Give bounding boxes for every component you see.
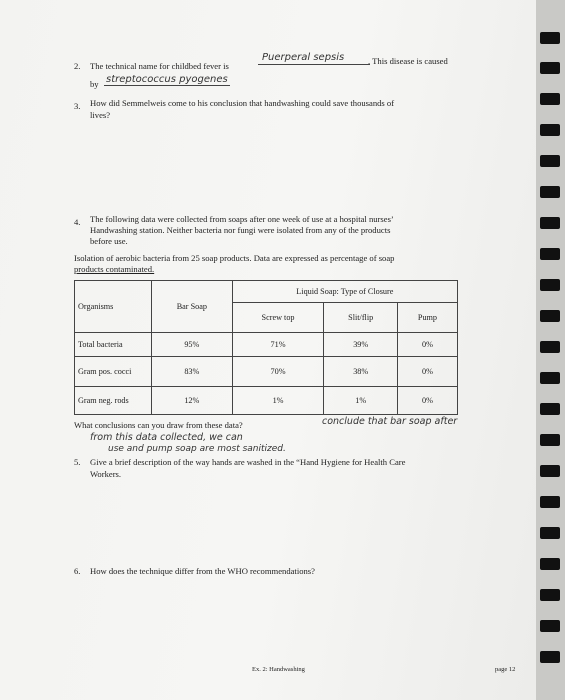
row-organism: Gram pos. cocci	[75, 357, 152, 387]
header-screw-top: Screw top	[232, 303, 324, 333]
q4-line3: before use.	[90, 236, 128, 246]
cell-bar: 95%	[152, 333, 233, 357]
header-slit-flip: Slit/flip	[324, 303, 398, 333]
table-row	[75, 357, 458, 387]
q4-number: 4.	[74, 217, 81, 227]
cell-screw: 71%	[232, 333, 324, 357]
table-row	[75, 387, 458, 415]
q2-text: The technical name for childbed fever is	[90, 61, 229, 71]
q4-isolation-line1: Isolation of aerobic bacteria from 25 soap products. Data are expressed as percentage of soap	[74, 253, 395, 263]
q2-by: by	[90, 79, 99, 89]
cell-bar: 83%	[152, 357, 233, 387]
q3-line2: lives?	[90, 110, 111, 120]
cell-screw: 70%	[232, 357, 324, 387]
conclusion-question: What conclusions can you draw from these data?	[74, 420, 243, 430]
header-organisms: Organisms	[75, 281, 152, 333]
q5-line1: Give a brief description of the way hands are washed in the “Hand Hygiene for Health Care	[90, 457, 406, 467]
q6-number: 6.	[74, 566, 81, 576]
header-pump: Pump	[397, 303, 457, 333]
cell-pump: 0%	[397, 333, 457, 357]
footer-title: Ex. 2: Handwashing	[252, 666, 305, 673]
row-organism: Total bacteria	[75, 333, 152, 357]
q4-line1: The following data were collected from soaps after one week of use at a hospital nurses’	[90, 214, 394, 224]
q3-line1: How did Semmelweis come to his conclusion that handwashing could save thousands of	[90, 98, 395, 108]
cell-pump: 0%	[397, 387, 457, 415]
q2-number: 2.	[74, 61, 81, 71]
q5-line2: Workers.	[90, 469, 122, 479]
cell-screw: 1%	[232, 387, 324, 415]
cell-slit: 39%	[324, 333, 398, 357]
header-liquid-soap: Liquid Soap: Type of Closure	[232, 281, 457, 303]
page-number: page 12	[495, 666, 516, 673]
q6-line1: How does the technique differ from the WHO recommendations?	[90, 566, 315, 576]
header-bar-soap: Bar Soap	[152, 281, 233, 333]
q2-handwritten-answer-b: streptococcus pyogenes	[106, 74, 228, 85]
cell-pump: 0%	[397, 357, 457, 387]
q3-number: 3.	[74, 101, 81, 111]
q2-handwritten-answer-a: Puerperal sepsis	[262, 52, 345, 63]
q2-text-cont: . This disease is caused	[368, 56, 448, 66]
conclusion-handwritten-l1: conclude that bar soap after	[322, 416, 458, 427]
cell-slit: 1%	[324, 387, 398, 415]
q4-isolation-line2: products contaminated.	[74, 264, 155, 274]
conclusion-handwritten-l2: from this data collected, we can	[90, 432, 243, 443]
soap-contamination-table	[74, 280, 458, 415]
q5-number: 5.	[74, 457, 81, 467]
binder-edge	[536, 0, 565, 700]
q4-line2: Handwashing station. Neither bacteria nor fungi were isolated from any of the products	[90, 225, 391, 235]
cell-bar: 12%	[152, 387, 233, 415]
row-organism: Gram neg. rods	[75, 387, 152, 415]
cell-slit: 38%	[324, 357, 398, 387]
table-row	[75, 333, 458, 357]
conclusion-handwritten-l3: use and pump soap are most sanitized.	[108, 444, 286, 454]
